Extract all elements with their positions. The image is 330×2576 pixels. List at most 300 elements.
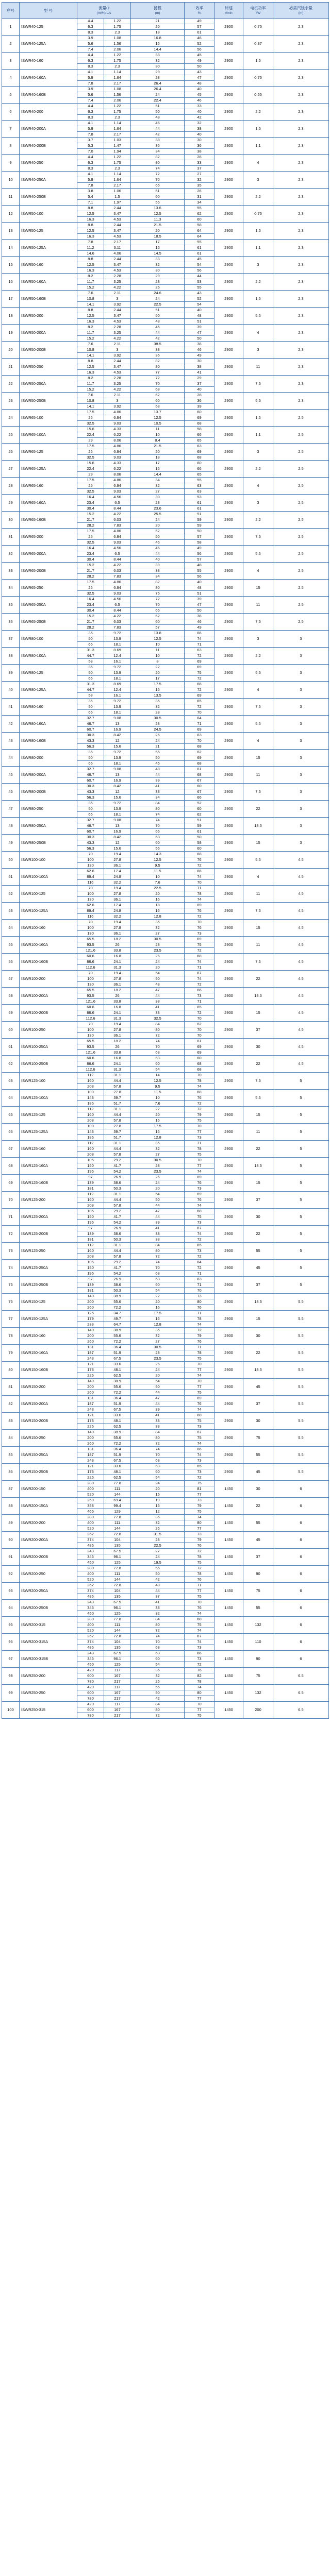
cell-speed: 1450 — [214, 1549, 243, 1566]
cell-flow-m3h: 346 — [77, 1656, 104, 1662]
cell-head: 70 — [131, 1639, 185, 1645]
cell-head: 16 — [131, 1503, 185, 1509]
cell-flow-m3h: 7.4 — [77, 98, 104, 104]
cell-speed: 2900 — [214, 257, 243, 274]
cell-head: 54 — [131, 1067, 185, 1073]
cell-eff: 74 — [185, 874, 214, 880]
row-no: 6 — [2, 104, 20, 121]
cell-flow-m3h: 195 — [77, 1169, 104, 1175]
cell-eff: 77 — [185, 1384, 214, 1390]
cell-flow-ls: 19.4 — [104, 852, 131, 857]
cell-speed: 2900 — [214, 1192, 243, 1209]
cell-flow-ls: 8.06 — [104, 472, 131, 478]
cell-speed: 2900 — [214, 172, 243, 189]
cell-flow-m3h: 97 — [77, 1226, 104, 1231]
row-no: 99 — [2, 1685, 20, 1702]
cell-head: 12.8 — [131, 914, 185, 920]
cell-power: 7.5 — [243, 903, 273, 920]
cell-eff: 76 — [185, 857, 214, 863]
cell-flow-m3h: 70 — [77, 852, 104, 857]
cell-eff: 73 — [185, 1424, 214, 1430]
cell-flow-ls: 4.53 — [104, 234, 131, 240]
cell-speed: 2900 — [214, 342, 243, 359]
cell-npsh: 5.5 — [273, 1464, 329, 1481]
cell-head: 20 — [131, 449, 185, 455]
cell-flow-ls: 26 — [104, 993, 131, 999]
cell-flow-m3h: 100 — [77, 925, 104, 931]
cell-head: 39 — [131, 1220, 185, 1226]
cell-flow-ls: 57.8 — [104, 1203, 131, 1209]
cell-npsh: 2.3 — [273, 274, 329, 291]
cell-flow-m3h: 121.6 — [77, 999, 104, 1005]
cell-flow-m3h: 112 — [77, 1243, 104, 1248]
cell-flow-m3h: 12.5 — [77, 262, 104, 268]
cell-npsh: 5 — [273, 1226, 329, 1243]
cell-eff: 72 — [185, 1328, 214, 1333]
cell-flow-ls: 3 — [104, 296, 131, 302]
cell-head: 60 — [131, 398, 185, 404]
row-model: ISWR65-160 — [20, 478, 77, 495]
cell-eff: 43 — [185, 70, 214, 75]
cell-head: 45 — [131, 325, 185, 330]
cell-flow-ls: 8.44 — [104, 557, 131, 563]
cell-head: 82 — [131, 359, 185, 364]
cell-flow-m3h: 140 — [77, 1294, 104, 1299]
cell-flow-ls: 111 — [104, 1571, 131, 1577]
cell-npsh: 5.5 — [273, 1345, 329, 1362]
cell-flow-ls: 1.97 — [104, 200, 131, 206]
cell-head: 46 — [131, 540, 185, 546]
row-model: ISWR100-200 — [20, 971, 77, 988]
cell-eff: 42 — [185, 115, 214, 121]
cell-power: 4 — [243, 563, 273, 580]
cell-flow-m3h: 8.3 — [77, 30, 104, 36]
cell-npsh: 3 — [273, 750, 329, 767]
cell-power: 0.75 — [243, 19, 273, 36]
cell-eff: 76 — [185, 1305, 214, 1311]
cell-head: 10 — [131, 874, 185, 880]
cell-head: 55 — [131, 1566, 185, 1571]
cell-eff: 63 — [185, 648, 214, 653]
cell-flow-ls: 15.6 — [104, 846, 131, 852]
row-no: 65 — [2, 1107, 20, 1124]
cell-flow-ls: 104 — [104, 1537, 131, 1543]
cell-head: 9.5 — [131, 1084, 185, 1090]
table-row — [2, 512, 329, 517]
cell-head: 34 — [131, 795, 185, 801]
cell-eff: 78 — [185, 1078, 214, 1084]
cell-head: 54 — [131, 1379, 185, 1384]
cell-eff: 74 — [185, 1452, 214, 1458]
cell-flow-m3h: 65.5 — [77, 1039, 104, 1044]
cell-npsh: 4.5 — [273, 988, 329, 1005]
cell-eff: 72 — [185, 1265, 214, 1271]
cell-flow-m3h: 30.4 — [77, 557, 104, 563]
cell-eff: 67 — [185, 1430, 214, 1435]
cell-head: 26.4 — [131, 87, 185, 92]
cell-flow-m3h: 60.7 — [77, 829, 104, 835]
cell-eff: 43 — [185, 291, 214, 296]
cell-flow-m3h: 260 — [77, 1441, 104, 1447]
cell-flow-m3h: 105 — [77, 1260, 104, 1265]
cell-flow-m3h: 60.6 — [77, 1056, 104, 1061]
row-no: 93 — [2, 1583, 20, 1600]
cell-flow-m3h: 16.3 — [77, 268, 104, 274]
cell-head: 15 — [131, 1492, 185, 1498]
cell-eff: 69 — [185, 755, 214, 761]
cell-flow-m3h: 346 — [77, 1605, 104, 1611]
table-row — [2, 1345, 329, 1350]
cell-flow-ls: 9.72 — [104, 699, 131, 704]
cell-flow-ls: 1.75 — [104, 58, 131, 64]
row-model: ISWR50-160A — [20, 274, 77, 291]
cell-flow-m3h: 65 — [77, 676, 104, 682]
row-no: 47 — [2, 801, 20, 818]
table-row — [2, 376, 329, 381]
cell-eff: 78 — [185, 1146, 214, 1152]
cell-flow-ls: 96.1 — [104, 1605, 131, 1611]
cell-power: 4 — [243, 155, 273, 172]
row-model: ISWR40-250B — [20, 189, 77, 206]
table-row — [2, 257, 329, 262]
cell-eff: 73 — [185, 1532, 214, 1537]
table-row — [2, 1175, 329, 1180]
cell-flow-ls: 33.8 — [104, 999, 131, 1005]
table-row — [2, 954, 329, 959]
cell-flow-m3h: 131 — [77, 1396, 104, 1401]
row-no: 34 — [2, 580, 20, 597]
cell-flow-ls: 13.9 — [104, 755, 131, 761]
cell-speed: 2900 — [214, 1447, 243, 1464]
cell-flow-m3h: 100 — [77, 857, 104, 863]
row-no: 51 — [2, 869, 20, 886]
cell-head: 17 — [131, 676, 185, 682]
row-model: ISWR200-315 — [20, 1617, 77, 1634]
table-row — [2, 87, 329, 92]
cell-flow-m3h: 32.5 — [77, 489, 104, 495]
cell-flow-ls: 144 — [104, 1577, 131, 1583]
cell-flow-ls: 38.9 — [104, 1328, 131, 1333]
table-row — [2, 988, 329, 993]
cell-flow-m3h: 186 — [77, 1135, 104, 1141]
cell-head: 55 — [131, 750, 185, 755]
cell-eff: 50 — [185, 608, 214, 614]
cell-flow-ls: 2.44 — [104, 308, 131, 313]
cell-eff: 61 — [185, 245, 214, 251]
cell-flow-ls: 31.3 — [104, 1067, 131, 1073]
cell-flow-ls: 8.69 — [104, 648, 131, 653]
cell-eff: 58 — [185, 840, 214, 846]
row-no: 79 — [2, 1345, 20, 1362]
cell-flow-ls: 16.9 — [104, 727, 131, 733]
cell-speed: 2900 — [214, 308, 243, 325]
cell-eff: 48 — [185, 81, 214, 87]
cell-flow-ls: 31.3 — [104, 1016, 131, 1022]
cell-speed: 2900 — [214, 223, 243, 240]
cell-head: 18 — [131, 903, 185, 908]
cell-eff: 79 — [185, 1537, 214, 1543]
cell-flow-ls: 19.4 — [104, 971, 131, 976]
row-model: ISWR50-200B — [20, 342, 77, 359]
cell-flow-ls: 19.4 — [104, 1022, 131, 1027]
cell-speed: 2900 — [214, 1209, 243, 1226]
cell-flow-m3h: 4.1 — [77, 121, 104, 126]
cell-flow-ls: 2.44 — [104, 359, 131, 364]
cell-flow-ls: 2.06 — [104, 47, 131, 53]
cell-flow-m3h: 15.2 — [77, 563, 104, 568]
cell-eff: 78 — [185, 1679, 214, 1685]
cell-flow-m3h: 65 — [77, 642, 104, 648]
cell-power: 90 — [243, 1651, 273, 1668]
header-head-label: 扬程 — [154, 5, 162, 10]
cell-eff: 48 — [185, 563, 214, 568]
cell-flow-m3h: 8.2 — [77, 376, 104, 381]
cell-speed: 2900 — [214, 1107, 243, 1124]
row-model: ISWR50-250B — [20, 393, 77, 410]
cell-head: 50 — [131, 1384, 185, 1390]
cell-npsh: 6 — [273, 1549, 329, 1566]
cell-power: 2.2 — [243, 104, 273, 121]
row-model: ISWR65-200B — [20, 563, 77, 580]
cell-flow-m3h: 8.8 — [77, 257, 104, 262]
cell-eff: 50 — [185, 529, 214, 534]
cell-flow-m3h: 50 — [77, 755, 104, 761]
row-model: ISWR150-160A — [20, 1345, 77, 1362]
cell-flow-ls: 1.64 — [104, 75, 131, 81]
row-no: 77 — [2, 1311, 20, 1328]
cell-eff: 75 — [185, 1152, 214, 1158]
cell-flow-ls: 36.1 — [104, 982, 131, 988]
cell-flow-ls: 48.1 — [104, 1367, 131, 1373]
cell-head: 36 — [131, 1515, 185, 1520]
cell-power: 7.5 — [243, 529, 273, 546]
row-no: 50 — [2, 852, 20, 869]
table-row — [2, 665, 329, 670]
cell-npsh: 6 — [273, 1532, 329, 1549]
cell-eff: 75 — [185, 670, 214, 676]
cell-head: 21 — [131, 19, 185, 24]
cell-flow-ls: 9.03 — [104, 421, 131, 427]
cell-head: 65 — [131, 829, 185, 835]
cell-npsh: 4.5 — [273, 869, 329, 886]
cell-flow-ls: 135 — [104, 1594, 131, 1600]
row-model: ISWR200-150 — [20, 1481, 77, 1498]
cell-head: 74 — [131, 1039, 185, 1044]
row-no: 90 — [2, 1532, 20, 1549]
table-row — [2, 1430, 329, 1435]
cell-npsh: 5 — [273, 1141, 329, 1158]
cell-eff: 70 — [185, 1702, 214, 1707]
cell-flow-m3h: 28.2 — [77, 523, 104, 529]
cell-flow-m3h: 262 — [77, 1583, 104, 1588]
cell-head: 34 — [131, 478, 185, 483]
cell-flow-ls: 9.72 — [104, 801, 131, 806]
cell-flow-m3h: 260 — [77, 1390, 104, 1396]
cell-eff: 33 — [185, 160, 214, 166]
cell-head: 48 — [131, 1583, 185, 1588]
table-row — [2, 1685, 329, 1690]
cell-power: 45 — [243, 1260, 273, 1277]
cell-power: 0.37 — [243, 36, 273, 53]
row-model: ISWR150-125A — [20, 1311, 77, 1328]
cell-eff: 75 — [185, 1418, 214, 1424]
cell-power: 3 — [243, 495, 273, 512]
cell-eff: 60 — [185, 806, 214, 812]
cell-head: 33 — [131, 257, 185, 262]
cell-eff: 59 — [185, 523, 214, 529]
cell-npsh: 4.5 — [273, 1022, 329, 1039]
cell-npsh: 3 — [273, 818, 329, 835]
cell-speed: 2900 — [214, 36, 243, 53]
cell-flow-ls: 125 — [104, 1662, 131, 1668]
cell-flow-m3h: 8.2 — [77, 325, 104, 330]
cell-flow-ls: 39.7 — [104, 1129, 131, 1135]
cell-head: 44 — [131, 1214, 185, 1220]
cell-npsh: 5.5 — [273, 1413, 329, 1430]
cell-head: 16 — [131, 908, 185, 914]
cell-flow-m3h: 16.3 — [77, 319, 104, 325]
spec-table-wrapper — [2, 2, 328, 1719]
cell-flow-ls: 50.3 — [104, 1186, 131, 1192]
cell-flow-m3h: 112 — [77, 1107, 104, 1112]
cell-flow-m3h: 35 — [77, 750, 104, 755]
row-no: 61 — [2, 1039, 20, 1056]
cell-npsh: 3 — [273, 631, 329, 648]
cell-flow-m3h: 233 — [77, 1322, 104, 1328]
cell-flow-ls: 4.33 — [104, 427, 131, 432]
row-no: 91 — [2, 1549, 20, 1566]
cell-eff: 68 — [185, 1090, 214, 1095]
table-row — [2, 1005, 329, 1010]
row-model: ISWR65-250A — [20, 597, 77, 614]
cell-eff: 46 — [185, 36, 214, 41]
cell-eff: 71 — [185, 1282, 214, 1288]
cell-flow-ls: 27.8 — [104, 976, 131, 982]
cell-flow-ls: 38.6 — [104, 1282, 131, 1288]
table-row — [2, 172, 329, 177]
cell-eff: 70 — [185, 1600, 214, 1605]
cell-flow-m3h: 17.5 — [77, 410, 104, 415]
row-no: 4 — [2, 70, 20, 87]
cell-eff: 64 — [185, 1260, 214, 1265]
cell-head: 63 — [131, 1645, 185, 1651]
cell-eff: 68 — [185, 1067, 214, 1073]
cell-eff: 62 — [185, 812, 214, 818]
cell-power: 15 — [243, 580, 273, 597]
cell-head: 72 — [131, 1441, 185, 1447]
cell-head: 44 — [131, 772, 185, 778]
cell-head: 43 — [131, 982, 185, 988]
cell-eff: 54 — [185, 262, 214, 268]
cell-eff: 39 — [185, 597, 214, 602]
cell-head: 31.5 — [131, 1532, 185, 1537]
cell-eff: 76 — [185, 1605, 214, 1611]
cell-flow-ls: 57.8 — [104, 1254, 131, 1260]
cell-flow-m3h: 4.4 — [77, 53, 104, 58]
cell-npsh: 4.5 — [273, 954, 329, 971]
cell-head: 44 — [131, 1588, 185, 1594]
cell-head: 37 — [131, 1594, 185, 1600]
cell-power: 7.5 — [243, 954, 273, 971]
cell-flow-ls: 6.5 — [104, 602, 131, 608]
cell-power: 1.5 — [243, 121, 273, 138]
cell-speed: 2900 — [214, 631, 243, 648]
cell-eff: 75 — [185, 1214, 214, 1220]
cell-flow-ls: 9.08 — [104, 716, 131, 721]
header-head-unit: (m) — [155, 11, 160, 15]
cell-head: 18.5 — [131, 234, 185, 240]
cell-flow-ls: 4.22 — [104, 614, 131, 619]
cell-flow-m3h: 121 — [77, 1362, 104, 1367]
cell-eff: 52 — [185, 801, 214, 806]
cell-flow-ls: 44.4 — [104, 1197, 131, 1203]
cell-npsh: 2.5 — [273, 478, 329, 495]
cell-speed: 2900 — [214, 121, 243, 138]
cell-flow-m3h: 420 — [77, 1685, 104, 1690]
cell-head: 44 — [131, 1390, 185, 1396]
cell-head: 72 — [131, 1713, 185, 1719]
row-model: ISWR50-160B — [20, 291, 77, 308]
cell-npsh: 2.5 — [273, 580, 329, 597]
cell-eff: 73 — [185, 1645, 214, 1651]
table-row — [2, 784, 329, 789]
cell-head: 20 — [131, 1486, 185, 1492]
cell-npsh: 3 — [273, 699, 329, 716]
cell-eff: 74 — [185, 1407, 214, 1413]
cell-speed: 2900 — [214, 665, 243, 682]
cell-head: 21.5 — [131, 223, 185, 228]
cell-flow-ls: 27.8 — [104, 1027, 131, 1033]
cell-flow-ls: 111 — [104, 1520, 131, 1526]
cell-flow-m3h: 105 — [77, 1158, 104, 1163]
cell-flow-m3h: 15.2 — [77, 336, 104, 342]
cell-head: 12.5 — [131, 415, 185, 421]
row-model: ISWR200-200A — [20, 1532, 77, 1549]
cell-eff: 73 — [185, 1248, 214, 1254]
table-row — [2, 1209, 329, 1214]
cell-head: 74 — [131, 1260, 185, 1265]
cell-flow-m3h: 208 — [77, 1254, 104, 1260]
cell-eff: 71 — [185, 642, 214, 648]
cell-flow-ls: 2.17 — [104, 132, 131, 138]
cell-flow-m3h: 6.3 — [77, 109, 104, 115]
row-model: ISWR50-125A — [20, 240, 77, 257]
cell-flow-ls: 125 — [104, 1611, 131, 1617]
cell-head: 38 — [131, 347, 185, 353]
row-no: 86 — [2, 1464, 20, 1481]
cell-eff: 58 — [185, 427, 214, 432]
cell-head: 41 — [131, 1600, 185, 1605]
cell-speed: 2900 — [214, 1260, 243, 1277]
row-no: 5 — [2, 87, 20, 104]
cell-head: 13.5 — [131, 693, 185, 699]
cell-flow-ls: 1.14 — [104, 172, 131, 177]
table-row — [2, 1532, 329, 1537]
cell-eff: 62 — [185, 750, 214, 755]
cell-flow-ls: 4.86 — [104, 410, 131, 415]
cell-eff: 68 — [185, 1413, 214, 1418]
cell-eff: 74 — [185, 1322, 214, 1328]
cell-head: 24 — [131, 959, 185, 965]
cell-head: 80 — [131, 364, 185, 370]
cell-flow-ls: 3 — [104, 347, 131, 353]
row-no: 20 — [2, 342, 20, 359]
cell-flow-ls: 167 — [104, 1690, 131, 1696]
table-row — [2, 699, 329, 704]
cell-flow-ls: 2.44 — [104, 257, 131, 262]
cell-speed: 2900 — [214, 53, 243, 70]
row-no: 38 — [2, 648, 20, 665]
